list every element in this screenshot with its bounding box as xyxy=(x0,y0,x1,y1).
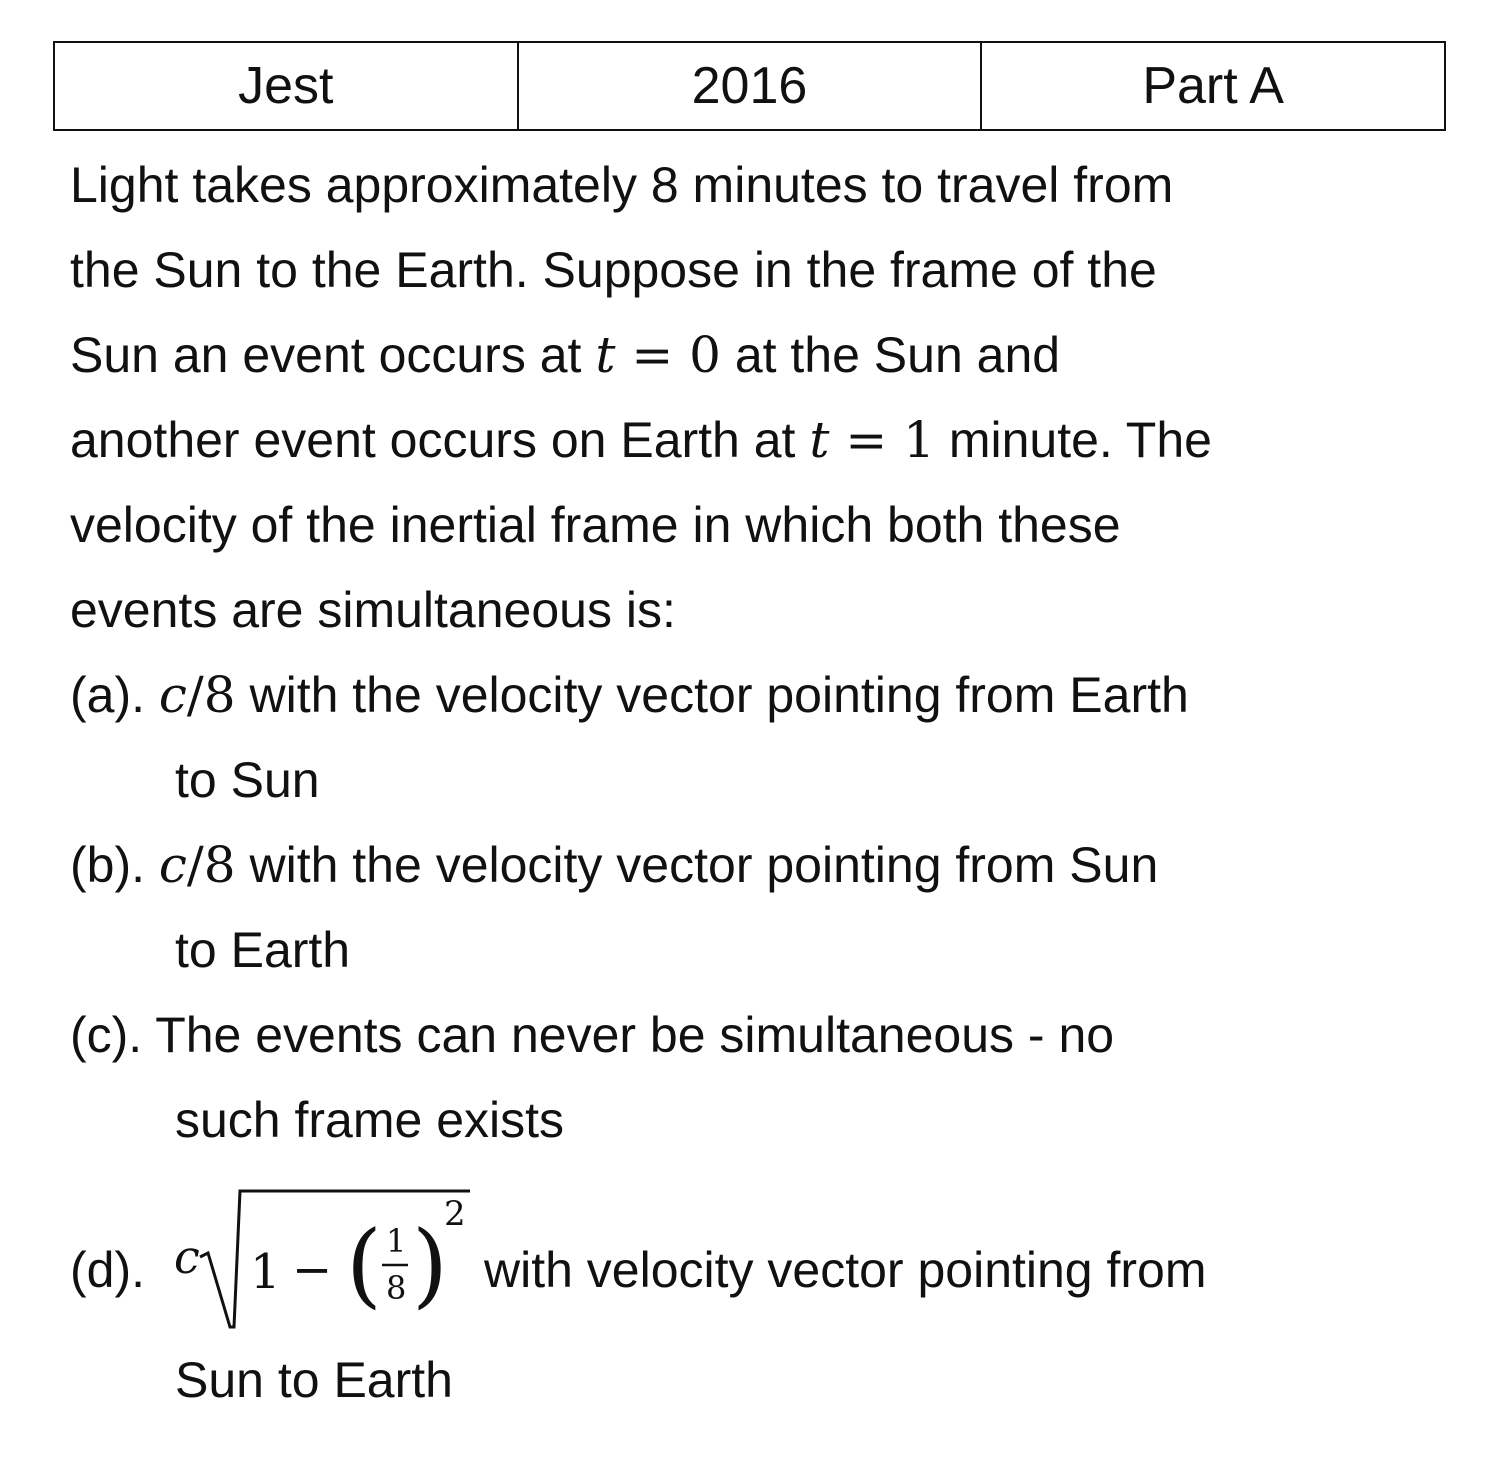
option-c-label: (c). xyxy=(70,1007,156,1063)
option-c-text: The events can never be simultaneous - no xyxy=(155,1007,1115,1063)
question-text: another event occurs on Earth at xyxy=(70,412,810,468)
option-c-line-2: such frame exists xyxy=(175,1092,565,1148)
option-b-fraction: /8 xyxy=(186,836,236,894)
option-c-line-1 xyxy=(70,1005,1114,1065)
question-text: minute. The xyxy=(934,412,1212,468)
option-b-line-2: to Earth xyxy=(175,922,351,978)
option-a-text: with the velocity vector pointing from Earth xyxy=(235,667,1189,723)
header-table xyxy=(53,41,1446,131)
question-text: Sun an event occurs at xyxy=(70,327,596,383)
option-a-fraction: /8 xyxy=(186,666,236,724)
time-value: = 0 xyxy=(615,326,721,384)
option-b-line-1 xyxy=(70,835,1158,895)
question-line-5: velocity of the inertial frame in which both these xyxy=(70,497,1121,553)
time-value: = 1 xyxy=(829,411,935,469)
exponent: 2 xyxy=(444,1194,466,1234)
right-parenthesis: ) xyxy=(412,1211,448,1318)
option-a-label: (a). xyxy=(70,667,159,723)
option-b-label: (b). xyxy=(70,837,159,893)
speed-of-light-symbol: c xyxy=(158,666,187,724)
question-text: at the Sun and xyxy=(720,327,1061,383)
time-variable: t xyxy=(595,326,616,384)
option-d-text: with velocity vector pointing from xyxy=(484,1242,1207,1298)
question-line-3 xyxy=(70,325,1060,385)
option-a-line-1 xyxy=(70,665,1189,725)
question-line-1: Light takes approximately 8 minutes to travel from xyxy=(70,157,1174,213)
option-d-label: (d). xyxy=(70,1242,145,1298)
time-variable: t xyxy=(809,411,830,469)
header-cell-part: Part A xyxy=(981,42,1445,130)
fraction-denominator: 8 xyxy=(386,1269,407,1307)
header-cell-year: 2016 xyxy=(518,42,982,130)
question-line-4 xyxy=(70,410,1212,470)
question-line-6: events are simultaneous is: xyxy=(70,582,676,638)
speed-of-light-symbol: c xyxy=(174,1230,200,1284)
formula-one: 1 xyxy=(250,1244,281,1300)
question-line-2: the Sun to the Earth. Suppose in the frame of the xyxy=(70,242,1157,298)
option-d-line-2: Sun to Earth xyxy=(175,1352,453,1408)
formula-minus: − xyxy=(292,1242,333,1298)
header-row xyxy=(54,42,1445,130)
left-parenthesis: ( xyxy=(346,1211,382,1318)
option-b-text: with the velocity vector pointing from Sun xyxy=(235,837,1159,893)
header-cell-exam: Jest xyxy=(54,42,518,130)
option-d-formula xyxy=(168,1185,478,1335)
sqrt-formula-svg xyxy=(168,1185,478,1335)
fraction-numerator: 1 xyxy=(386,1222,407,1260)
option-a-line-2: to Sun xyxy=(175,752,320,808)
speed-of-light-symbol: c xyxy=(158,836,187,894)
